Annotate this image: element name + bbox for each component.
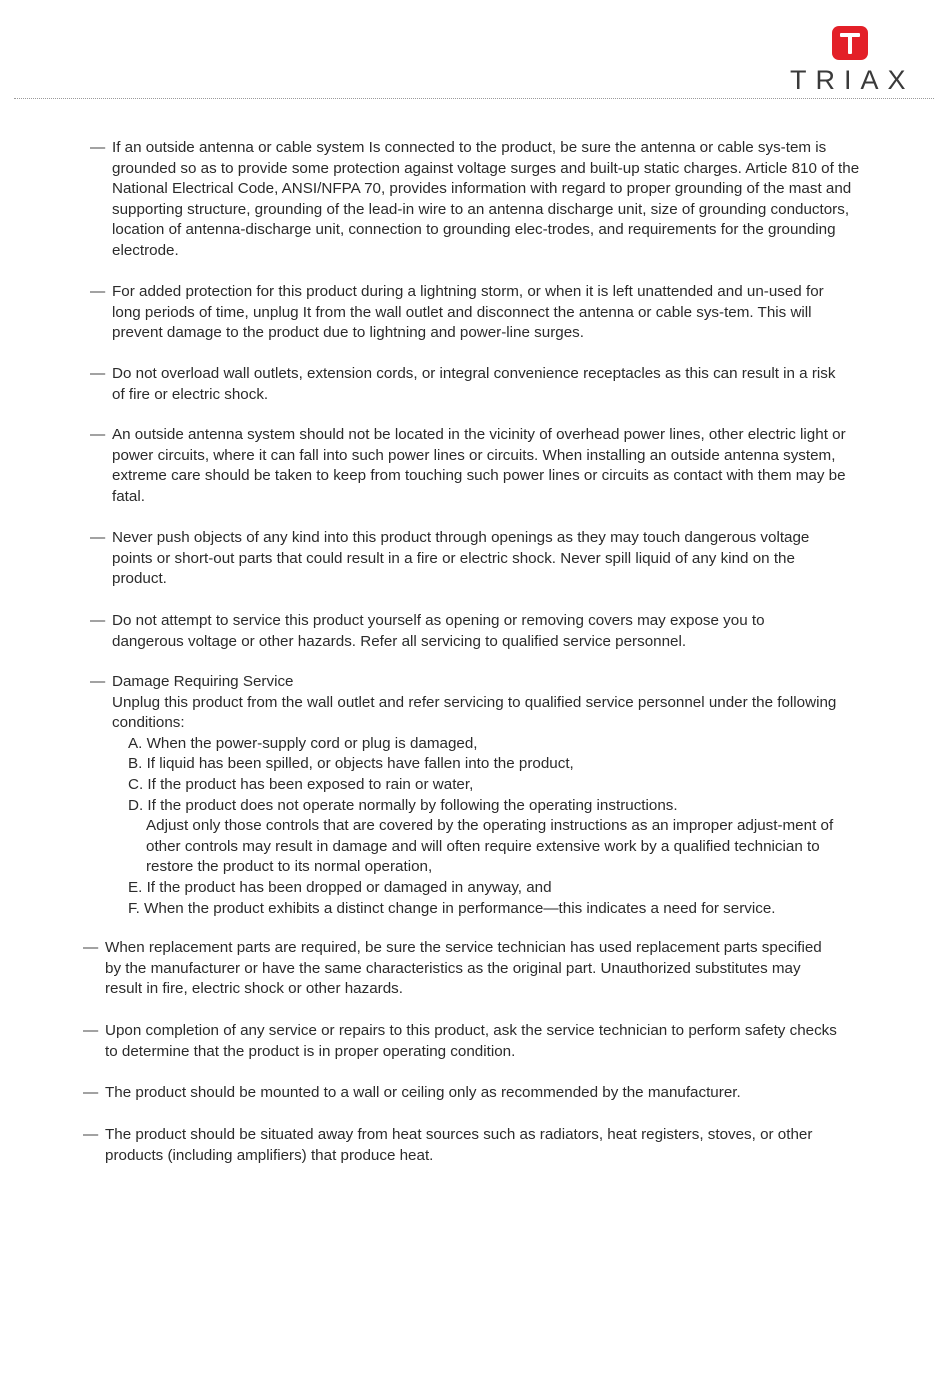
item-text: The product should be mounted to a wall or ceiling only as recommended by the manufacturer. (105, 1084, 741, 1101)
condition-note: Adjust only those controls that are covered by the operating instructions as an improper adjust-ment of other controls may result in damage and will often require extensive work by a qualified technician to restore the product to its normal operation, (146, 817, 834, 876)
dash-bullet: — (90, 673, 106, 690)
list-item (90, 528, 830, 590)
list-item (83, 1125, 823, 1166)
list-item (90, 138, 860, 262)
condition-item: C. If the product has been exposed to rain or water, (128, 775, 474, 793)
header-divider (14, 98, 934, 99)
dash-bullet: — (90, 426, 106, 443)
dash-bullet: — (90, 365, 106, 382)
list-item (90, 282, 840, 344)
conditions-list (112, 734, 850, 919)
dash-bullet: — (90, 612, 106, 629)
damage-heading: Damage Requiring Service (112, 673, 294, 690)
list-item (83, 1021, 853, 1062)
dash-bullet: — (83, 939, 99, 956)
dash-bullet: — (83, 1126, 99, 1143)
triax-t-icon (832, 26, 868, 60)
item-text: Do not attempt to service this product yourself as opening or removing covers may expose you to dangerous voltage or other hazards. Refer all servicing to qualified service personnel. (112, 612, 765, 650)
item-text: Never push objects of any kind into this product through openings as they may touch dangerous voltage points or short-out parts that could result in a fire or electric shock. Never spill liquid of any kind on the product. (112, 529, 810, 588)
dash-bullet: — (83, 1022, 99, 1039)
dash-bullet: — (83, 1084, 99, 1101)
triax-logo (790, 26, 914, 94)
dash-bullet: — (90, 139, 106, 156)
list-item (90, 611, 830, 652)
brand-name: TRIAX (790, 65, 915, 95)
condition-item: B. If liquid has been spilled, or objects have fallen into the product, (128, 755, 574, 773)
condition-item: F. When the product exhibits a distinct change in performance—this indicates a need for service. (128, 899, 776, 917)
list-item (90, 364, 850, 405)
item-text: An outside antenna system should not be located in the vicinity of overhead power lines, other electric light or power circuits, where it can fall into such power lines or circuits. When installing an outside antenna system, extreme care should be taken to keep from touching such power lines or circuits as contact with them may be fatal. (112, 426, 846, 505)
condition-item: A. When the power-supply cord or plug is damaged, (128, 734, 478, 752)
list-item (83, 1083, 863, 1104)
item-text: When replacement parts are required, be sure the service technician has used replacement parts specified by the manufacturer or have the same characteristics as the original part. Unauthorized substitutes may result in fire, electric shock or other hazards. (105, 939, 822, 998)
item-text: Upon completion of any service or repairs to this product, ask the service technician to perform safety checks to determine that the product is in proper operating condition. (105, 1022, 837, 1060)
dash-bullet: — (90, 283, 106, 300)
dash-bullet: — (90, 529, 106, 546)
item-text: The product should be situated away from heat sources such as radiators, heat registers, stoves, or other products (including amplifiers) that produce heat. (105, 1126, 813, 1164)
item-text: Do not overload wall outlets, extension cords, or integral convenience receptacles as this can result in a risk of fire or electric shock. (112, 365, 836, 403)
item-text: If an outside antenna or cable system Is connected to the product, be sure the antenna or cable sys-tem is grounded so as to provide some protection against voltage surges and built-up static charges. Article 810 of the National Electrical Code, ANSI/NFPA 70, provides information with regard to proper grounding of the mast and supporting structure, grounding of the lead-in wire to an antenna discharge unit, size of grounding conductors, location of antenna-discharge unit, connection to grounding elec-trodes, and requirements for the grounding electrode. (112, 139, 860, 259)
condition-item: D. If the product does not operate normally by following the operating instructions. (128, 796, 678, 814)
condition-item: E. If the product has been dropped or damaged in anyway, and (128, 878, 552, 896)
damage-section (90, 672, 850, 919)
damage-intro: Unplug this product from the wall outlet and refer servicing to qualified service personnel under the following conditions: (112, 693, 837, 732)
list-item (90, 425, 860, 507)
list-item (83, 938, 823, 1000)
item-text: For added protection for this product during a lightning storm, or when it is left unattended and un-used for long periods of time, unplug It from the wall outlet and disconnect the antenna or cable sys-tem. This will prevent damage to the product due to lightning and power-line surges. (112, 283, 824, 342)
